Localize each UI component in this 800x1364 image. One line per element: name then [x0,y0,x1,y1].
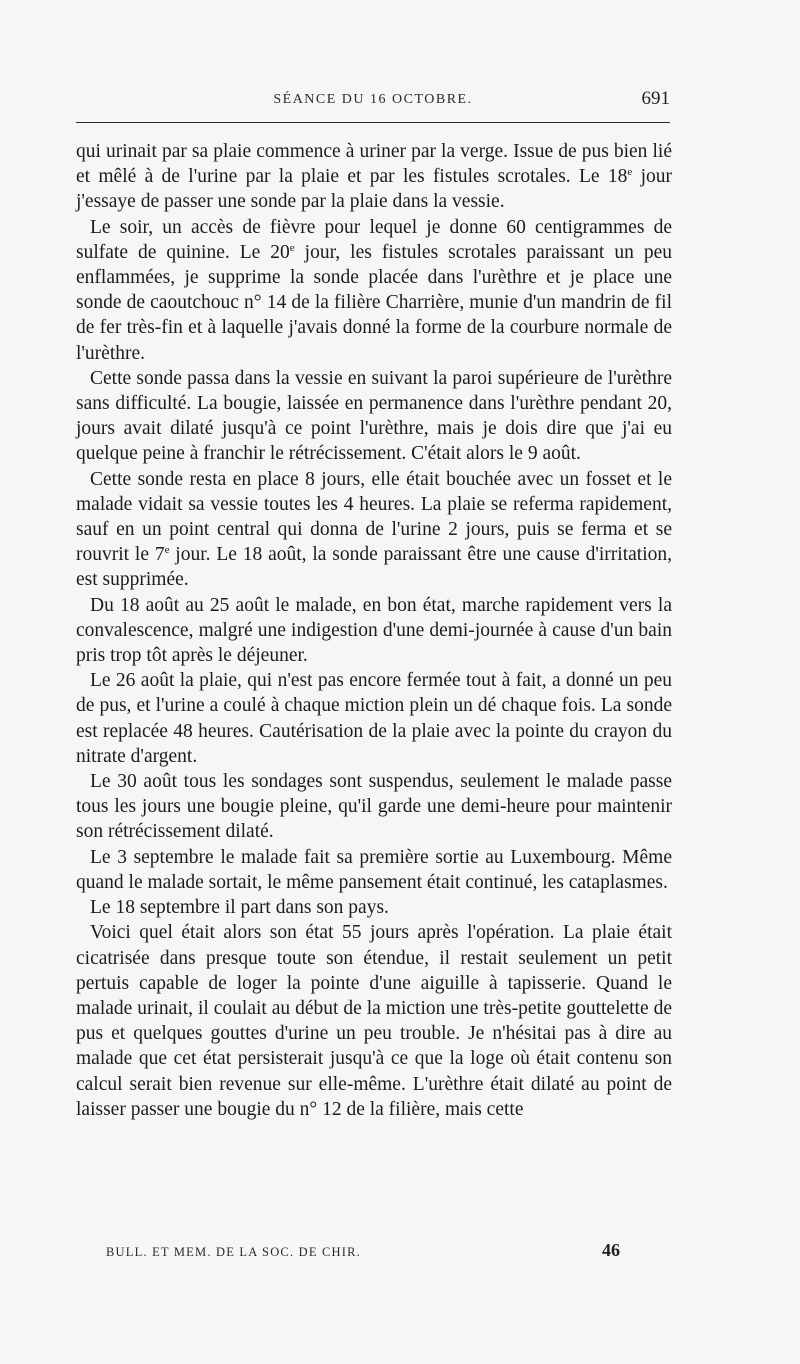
header-rule [76,122,670,123]
paragraph-text: jour j'essaye de passer une sonde par la plaie dans la vessie. [76,166,672,213]
paragraph-text: Cette sonde passa dans la vessie en suivant la paroi supérieure de l'urèthre sans difficulté. La bougie, laissée en permanence dans l'urèthre pendant 20, jours avait dilaté jusqu'à ce point l'urèthre, mais je dois dire que j'ai eu quelque peine à franchir le rétrécissement. C'était alors le 9 août. [76,367,672,465]
signature-mark: 46 [602,1240,620,1260]
paragraph-text: Voici quel était alors son état 55 jours après l'opération. La plaie était cicatrisée dans presque toute son étendue, il restait seulement un petit pertuis capable de loger la pointe d'une aiguille à tapisserie. Quand le malade urinait, il coulait au début de la miction une très-petite gouttelette de pus et quelques gouttes d'urine un peu trouble. Je n'hésitai pas à dire au malade que cet état persisterait jusqu'à ce que la loge où était contenu son calcul serait bien revenue sur elle-même. L'urèthre était dilaté au point de laisser passer une bougie du n° 12 de la filière, mais cette [76,922,672,1120]
page-number: 691 [641,88,670,109]
paragraph-text: Du 18 août au 25 août le malade, en bon état, marche rapidement vers la convalescence, malgré une indigestion d'une demi-journée à cause d'un bain pris trop tôt après le déjeuner. [76,594,672,667]
paragraph-text: jour. Le 18 août, la sonde paraissant être une cause d'irritation, est supprimée. [76,544,672,591]
paragraph [76,845,672,895]
paragraph [76,139,672,215]
paragraph [76,215,672,366]
superscript: e [289,241,295,254]
paragraph-text: jour, les fistules scrotales paraissant un peu enflammées, je supprime la sonde placée dans l'urèthre et je place une sonde de caoutchouc n° 14 de la filière Charrière, munie d'un mandrin de fil de fer très-fin et à laquelle j'avais donné la forme de la courbure normale de l'urèthre. [76,241,672,364]
page-footer [106,1240,620,1264]
paragraph-text: Cette sonde resta en place 8 jours, elle était bouchée avec un fosset et le malade vidait sa vessie toutes les 4 heures. La plaie se referma rapidement, sauf en un point central qui donna de l'urine 2 jours, puis se ferma et se rouvrit le 7 [76,468,672,566]
running-head [76,86,670,112]
paragraph-text: Le 18 septembre il part dans son pays. [90,897,389,919]
paragraph-text: qui urinait par sa plaie commence à uriner par la verge. Issue de pus bien lié et mêlé à de l'urine par la plaie et par les fistules scrotales. Le 18 [76,141,672,188]
paragraph-text: Le soir, un accès de fièvre pour lequel je donne 60 centigrammes de sulfate de quinine. Le 20 [76,216,672,263]
paragraph [76,668,672,769]
paragraph [76,769,672,845]
paragraph [76,920,672,1122]
paragraph-text: Le 3 septembre le malade fait sa première sortie au Luxembourg. Même quand le malade sortait, le même pansement était continué, les cataplasmes. [76,846,672,893]
paragraph [76,366,672,467]
journal-footer: BULL. ET MEM. DE LA SOC. DE CHIR. [106,1245,361,1259]
superscript: e [164,544,170,557]
paragraph-text: Le 30 août tous les sondages sont suspendus, seulement le malade passe tous les jours une bougie pleine, qu'il garde une demi-heure pour maintenir son rétrécissement dilaté. [76,771,672,843]
paragraph [76,895,672,920]
paragraph [76,593,672,669]
paragraph-text: Le 26 août la plaie, qui n'est pas encore fermée tout à fait, a donné un peu de pus, et l'urine a coulé à chaque miction plein un dé chaque fois. La sonde est replacée 48 heures. Cautérisation de la plaie avec la pointe du crayon du nitrate d'argent. [76,670,672,767]
body-text [76,139,672,1122]
paragraph [76,467,672,593]
running-title: SÉANCE DU 16 OCTOBRE. [273,92,473,107]
superscript: e [627,166,633,179]
